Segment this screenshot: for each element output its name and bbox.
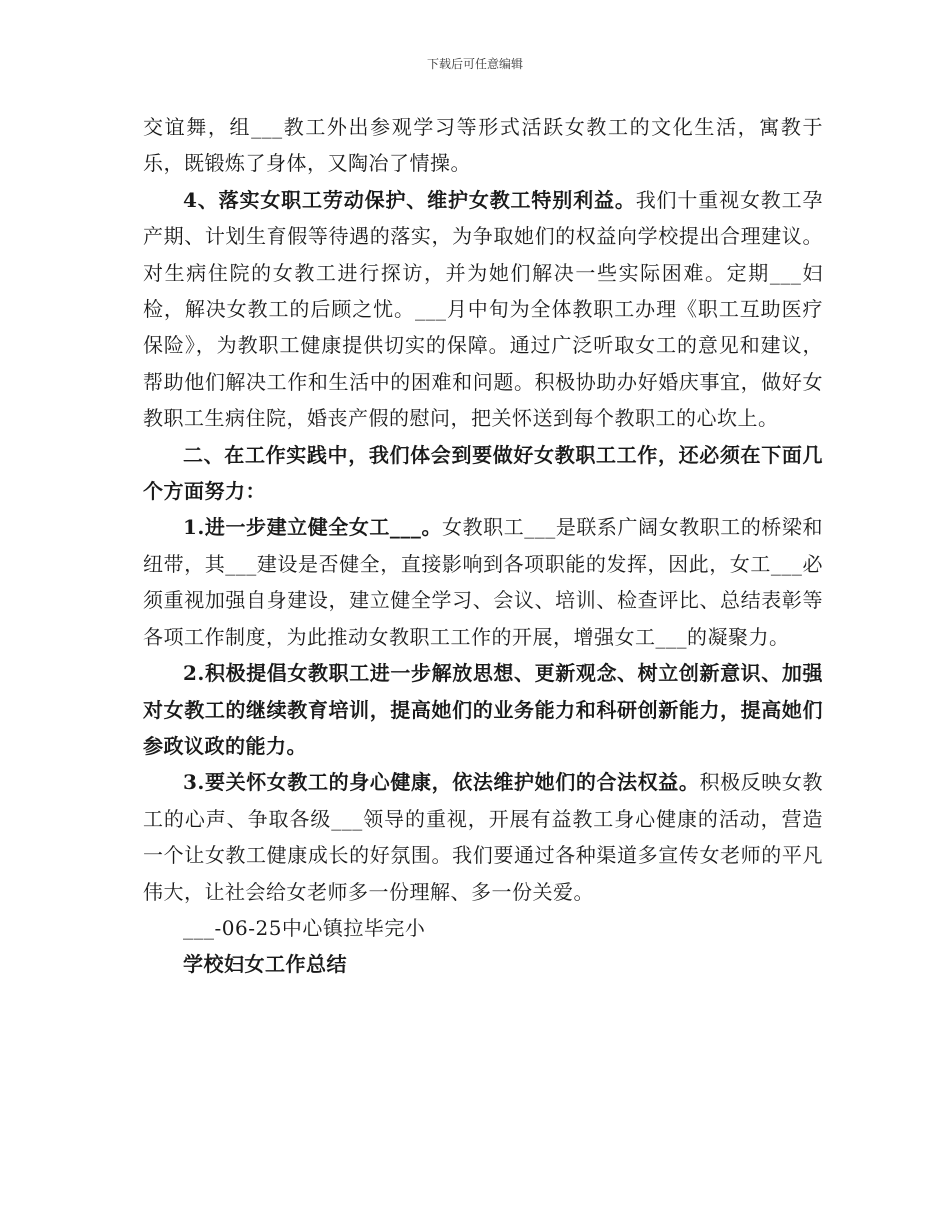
title-text: 学校妇女工作总结	[183, 952, 347, 977]
paragraph-lead: 4、落实女职工劳动保护、维护女教工特别利益。	[183, 187, 636, 212]
page-header: 下载后可任意编辑	[426, 57, 523, 71]
paragraph-lead: 3.要关怀女教工的身心健康，依法维护她们的合法权益。	[183, 770, 700, 795]
paragraph-3	[143, 437, 823, 510]
paragraph-text: ___-06-25中心镇拉毕完小	[183, 915, 426, 940]
document-body	[143, 109, 823, 983]
paragraph-lead: 1.进一步建立健全女工___。	[183, 515, 443, 540]
paragraph-text: 女教职工___是联系广阔女教职工的桥梁和纽带，其___建设是否健全，直接影响到各项职能的发挥，因此，女工___必须重视加强自身建设，建立健全学习、会议、培训、检查评比、总结表彰等各项工作制度，为此推动女教职工工作的开展，增强女工___的凝聚力。	[143, 515, 823, 649]
paragraph-text: 我们十重视女教工孕产期、计划生育假等待遇的落实，为争取她们的权益向学校提出合理建议。对生病住院的女教工进行探访，并为她们解决一些实际困难。定期___妇检，解决女教工的后顾之忧。___月中旬为全体教职工办理《职工互助医疗保险》，为教职工健康提供切实的保障。通过广泛听取女工的意见和建议，帮助他们解决工作和生活中的困难和问题。积极协助办好婚庆事宜，做好女教职工生病住院，婚丧产假的慰问，把关怀送到每个教职工的心坎上。	[143, 187, 824, 431]
paragraph-4	[143, 509, 823, 655]
document-title	[143, 946, 823, 982]
paragraph-6	[143, 764, 823, 910]
paragraph-lead: 2.积极提倡女教职工进一步解放思想、更新观念、树立创新意识、加强对女教工的继续教育培训，提高她们的业务能力和科研创新能力，提高她们参政议政的能力。	[143, 661, 823, 758]
section-heading: 二、在工作实践中，我们体会到要做好女教职工工作，还必须在下面几个方面努力：	[143, 442, 823, 504]
date-signature	[143, 910, 823, 946]
paragraph-5	[143, 655, 823, 764]
paragraph-2	[143, 182, 823, 437]
paragraph-text: 交谊舞，组___教工外出参观学习等形式活跃女教工的文化生活，寓教于乐，既锻炼了身体，又陶冶了情操。	[143, 115, 823, 176]
paragraph-1	[143, 109, 823, 182]
paragraph-text: 积极反映女教工的心声、争取各级___领导的重视，开展有益教工身心健康的活动，营造一个让女教工健康成长的好氛围。我们要通过各种渠道多宣传女老师的平凡伟大，让社会给女老师多一份理解、多一份关爱。	[143, 770, 824, 904]
